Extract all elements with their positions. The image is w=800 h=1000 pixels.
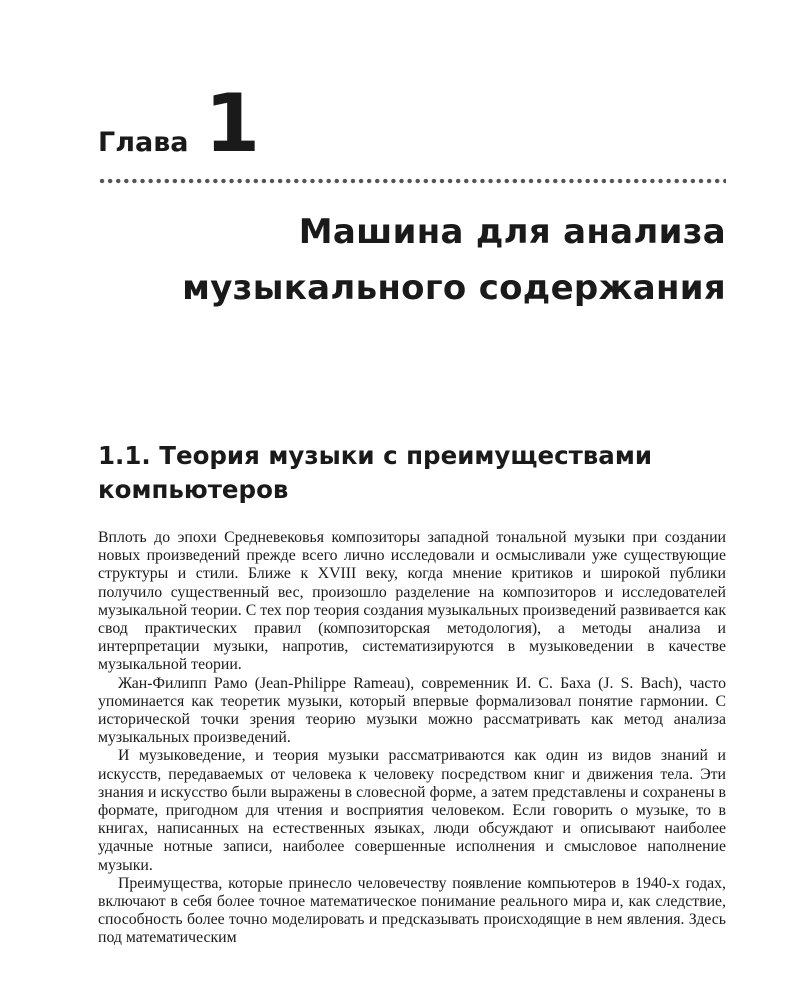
dotted-divider	[98, 178, 726, 184]
paragraph: Преимущества, которые принесло человечеству появление компьютеров в 1940-х годах, включают в себя более точное математическое понимание реального мира и, как следствие, способность более точно моделировать и предсказывать происходящие в нем явления. Здесь под математическим	[98, 874, 726, 947]
paragraph: Вплоть до эпохи Средневековья композиторы западной тональной музыки при создании новых произведений прежде всего лично исследовали и осмысливали уже существующие структуры и стили. Ближе к XVIII веку, когда мнение критиков и широкой публики получило существенный вес, произошло разделение на композиторов и исследователей музыкальной теории. С тех пор теория создания музыкальных произведений развивается как свод практических правил (композиторская методология), а методы анализа и интерпретации музыки, напротив, систематизируются в музыковедении в качестве музыкальной теории.	[98, 529, 726, 674]
paragraph: Жан-Филипп Рамо (Jean-Philippe Rameau), современник И. С. Баха (J. S. Bach), часто упоминается как теоретик музыки, который впервые формализовал понятие гармонии. С исторической точки зрения теорию музыки можно рассматривать как метод анализа музыкальных произведений.	[98, 674, 726, 747]
chapter-title	[98, 204, 726, 316]
section-title-line: компьютеров	[98, 475, 289, 504]
chapter-heading	[98, 77, 726, 170]
paragraph: И музыковедение, и теория музыки рассматриваются как один из видов знаний и искусств, передаваемых от человека к человеку посредством книг и движения тела. Эти знания и искусство были выражены в словесной форме, а затем представлены и сохранены в формате, пригодном для чтения и восприятия человеком. Если говорить о музыке, то в книгах, написанных на естественных языках, люди обсуждают и описывают наиболее удачные нотные записи, наиболее совершенные исполнения и смысловое наполнение музыки.	[98, 747, 726, 874]
chapter-title-line: Машина для анализа	[298, 212, 726, 252]
chapter-title-line: музыкального содержания	[182, 268, 726, 308]
section-title	[98, 439, 726, 507]
chapter-label: Глава	[98, 127, 189, 158]
chapter-number: 1	[204, 77, 261, 170]
body-text	[98, 529, 726, 948]
book-page	[98, 77, 726, 948]
section-title-line: 1.1. Теория музыки с преимуществами	[98, 441, 653, 470]
